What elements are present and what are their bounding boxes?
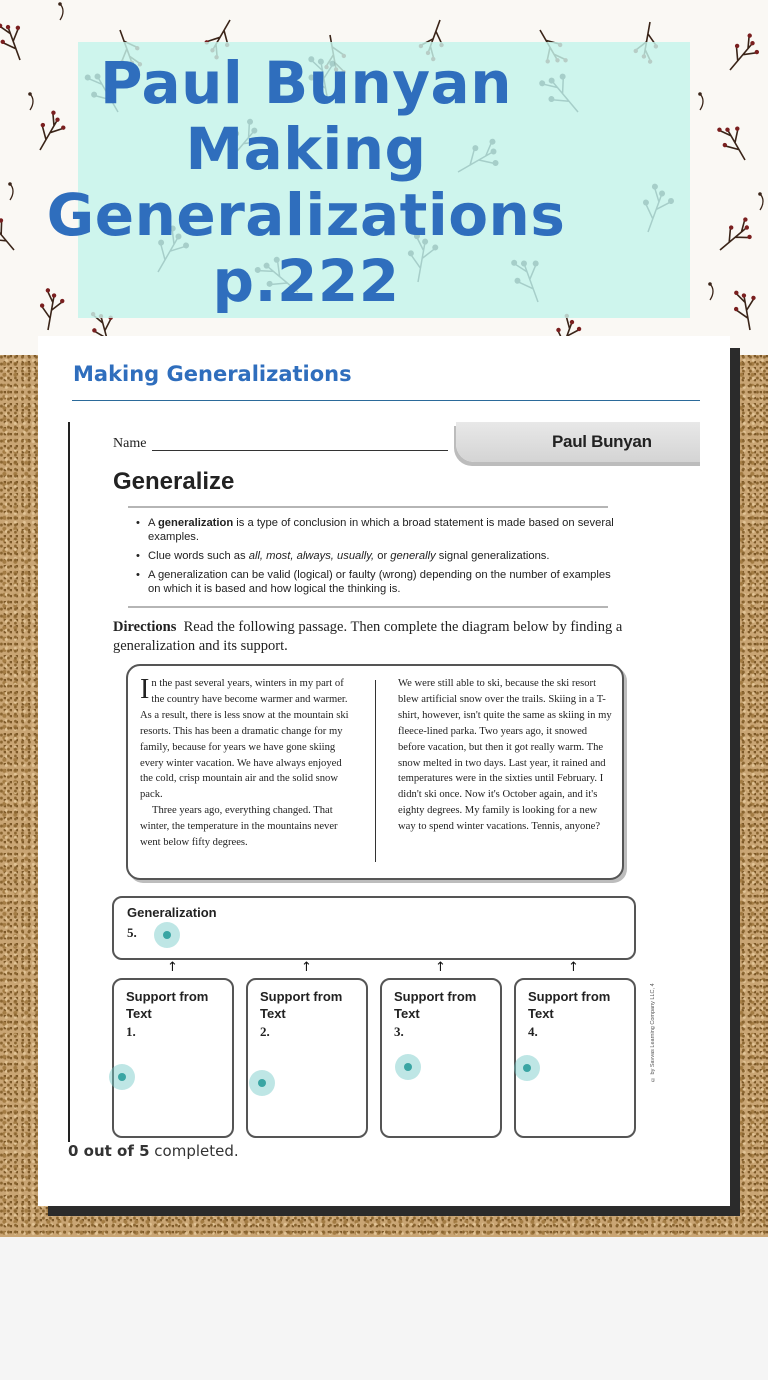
hotspot-support-1[interactable]: [109, 1064, 135, 1090]
bullet-item: • Clue words such as all, most, always, usually, or generally signal generalizations.: [136, 549, 616, 563]
worksheet-tab-title: Paul Bunyan: [552, 432, 652, 451]
passage-left-column: In the past several years, winters in my part of the country have become warmer and warmer. As a result, there is less snow at the mountain ski resorts. This has been a dramatic change for my family, because for years we have gone skiing every winter vacation. We have always enjoyed the cold, crisp mountain air and the solid snow pack. Three years ago, everything changed. That winter, the temperature in the mountains never went below fifty degrees.: [140, 674, 349, 849]
activity-card: [38, 336, 730, 1206]
bullet-item: • A generalization can be valid (logical) or faulty (wrong) depending on the number of examples on which it is based and how logical the thinking is.: [136, 568, 616, 596]
directions-text: Read the following passage. Then complete the diagram below by finding a generalization and its support.: [113, 619, 623, 654]
directions-label: Directions: [113, 619, 177, 635]
support-label: Support from Text: [126, 989, 209, 1021]
name-label: Name: [113, 436, 147, 451]
support-box-1: [112, 978, 234, 1138]
progress-count: 0 out of 5: [68, 1142, 150, 1160]
title-line-1: Paul Bunyan: [100, 49, 512, 117]
worksheet-left-border: [68, 422, 70, 1142]
arrow-up-icon: ↑: [167, 960, 178, 975]
passage-right-column: We were still able to ski, because the ski resort blew artificial snow over the trails. Skiing in a T-shirt, however, isn't quite the same as skiing in my fleece-lined parka. Two years ago, it snowed before vacation, but then it got really warm. The snow melted in two days. Last year, it rained and temperatures were in the sixties until February. I didn't ski once. Now it's October again, and it's eighty degrees. My family is looking for a new way to spend winter vacations. Tennis, anyone?: [398, 678, 612, 833]
reading-passage: [126, 664, 624, 880]
support-label: Support from Text: [260, 989, 343, 1021]
hotspot-support-2[interactable]: [249, 1070, 275, 1096]
arrow-up-icon: ↑: [301, 960, 312, 975]
copyright-notice: © by Savvas Learning Company LLC, 4: [650, 983, 656, 1082]
arrow-up-icon: ↑: [435, 960, 446, 975]
drop-cap: I: [140, 674, 150, 705]
hotspot-generalization-5[interactable]: [154, 922, 180, 948]
title-line-4: p.222: [212, 247, 400, 315]
worksheet-image: [68, 422, 700, 1142]
worksheet-heading: Generalize: [113, 468, 235, 495]
support-number: 4.: [528, 1024, 538, 1039]
name-line: [152, 450, 448, 451]
progress-status: [68, 1142, 239, 1160]
support-box-2: [246, 978, 368, 1138]
heading-rule-top: [128, 506, 608, 508]
support-number: 2.: [260, 1024, 270, 1039]
page-title: [0, 50, 690, 314]
bullet-list: [136, 516, 616, 601]
title-line-2: Making: [185, 115, 427, 183]
header-banner: [0, 0, 768, 360]
bullet-item: • A generalization is a type of conclusion in which a broad statement is made based on several examples.: [136, 516, 616, 544]
support-label: Support from Text: [394, 989, 477, 1021]
card-divider: [72, 400, 700, 401]
generalization-label: Generalization: [127, 905, 217, 920]
support-number: 1.: [126, 1024, 136, 1039]
generalization-box: [112, 896, 636, 960]
support-label: Support from Text: [528, 989, 611, 1021]
directions: [113, 618, 653, 656]
progress-suffix: completed.: [149, 1142, 239, 1160]
column-divider: [375, 680, 376, 862]
generalization-number: 5.: [127, 925, 137, 940]
card-title: Making Generalizations: [73, 362, 352, 386]
support-number: 3.: [394, 1024, 404, 1039]
heading-rule-bottom: [128, 606, 608, 608]
hotspot-support-4[interactable]: [514, 1055, 540, 1081]
hotspot-support-3[interactable]: [395, 1054, 421, 1080]
arrow-up-icon: ↑: [568, 960, 579, 975]
title-line-3: Generalizations: [46, 181, 566, 249]
